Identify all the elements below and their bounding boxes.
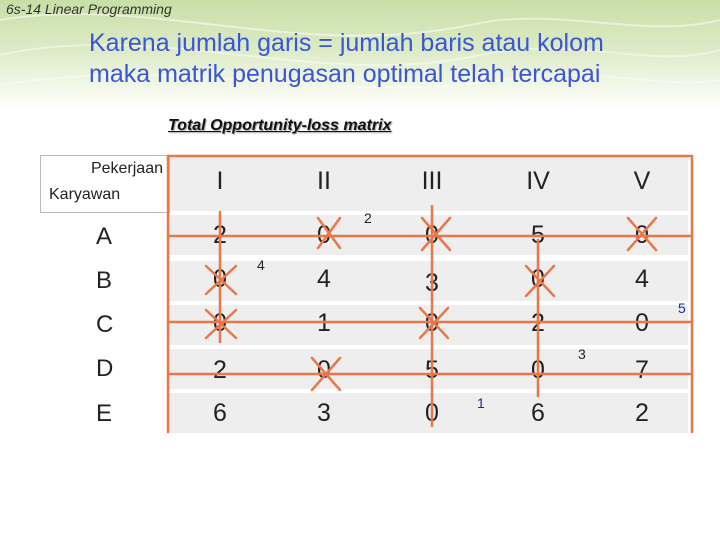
column-header-1: I <box>216 167 224 195</box>
cell-a-3: 0 <box>425 221 439 249</box>
row-label-c: C <box>96 311 114 338</box>
cell-a-5: 0 <box>635 221 649 249</box>
column-header-3: III <box>421 167 443 195</box>
cell-d-5: 7 <box>635 356 649 384</box>
opportunity-loss-matrix <box>40 155 692 435</box>
cell-d-2: 0 <box>317 356 331 384</box>
cell-d-1: 2 <box>213 356 227 384</box>
row-label-d: D <box>96 355 114 382</box>
matrix-corner-header <box>40 155 170 213</box>
row-label-e: E <box>96 400 113 427</box>
cell-b-1: 0 <box>213 265 227 293</box>
line-number-5: 5 <box>678 300 686 316</box>
cell-c-2: 1 <box>317 309 331 337</box>
cell-e-2: 3 <box>317 399 331 427</box>
row-label-a: A <box>96 223 113 250</box>
cell-e-3: 0 <box>425 399 439 427</box>
title-line-2: maka matrik penugasan optimal telah tercapai <box>89 60 601 88</box>
line-number-3: 3 <box>578 346 586 362</box>
line-number-2: 2 <box>364 210 372 226</box>
cell-c-4: 2 <box>531 309 545 337</box>
column-header-5: V <box>633 167 651 195</box>
cell-a-2: 0 <box>317 221 331 249</box>
column-header-2: II <box>317 167 331 195</box>
line-number-4: 4 <box>257 257 265 273</box>
corner-label-karyawan: Karyawan <box>49 186 121 203</box>
slide-header-label: 6s-14 Linear Programming <box>6 1 172 17</box>
cell-b-5: 4 <box>635 265 649 293</box>
row-label-b: B <box>96 267 113 294</box>
line-number-1: 1 <box>477 395 485 411</box>
cell-c-5: 0 <box>635 309 649 337</box>
cell-b-2: 4 <box>317 265 331 293</box>
cell-c-3: 0 <box>425 309 439 337</box>
corner-label-pekerjaan: Pekerjaan <box>90 160 163 177</box>
cell-b-4: 0 <box>531 265 545 293</box>
column-header-4: IV <box>526 167 550 195</box>
cell-b-3: 3 <box>425 269 439 297</box>
slide-title <box>89 28 709 90</box>
matrix-subtitle: Total Opportunity-loss matrix <box>168 117 392 134</box>
cell-d-3: 5 <box>425 356 439 384</box>
cell-e-4: 6 <box>531 399 545 427</box>
cell-a-1: 2 <box>213 221 227 249</box>
cell-c-1: 0 <box>213 309 227 337</box>
cell-a-4: 5 <box>531 221 545 249</box>
cell-d-4: 0 <box>531 356 545 384</box>
title-line-1: Karena jumlah garis = jumlah baris atau kolom <box>89 29 604 57</box>
cell-e-5: 2 <box>635 399 649 427</box>
cell-e-1: 6 <box>213 399 227 427</box>
